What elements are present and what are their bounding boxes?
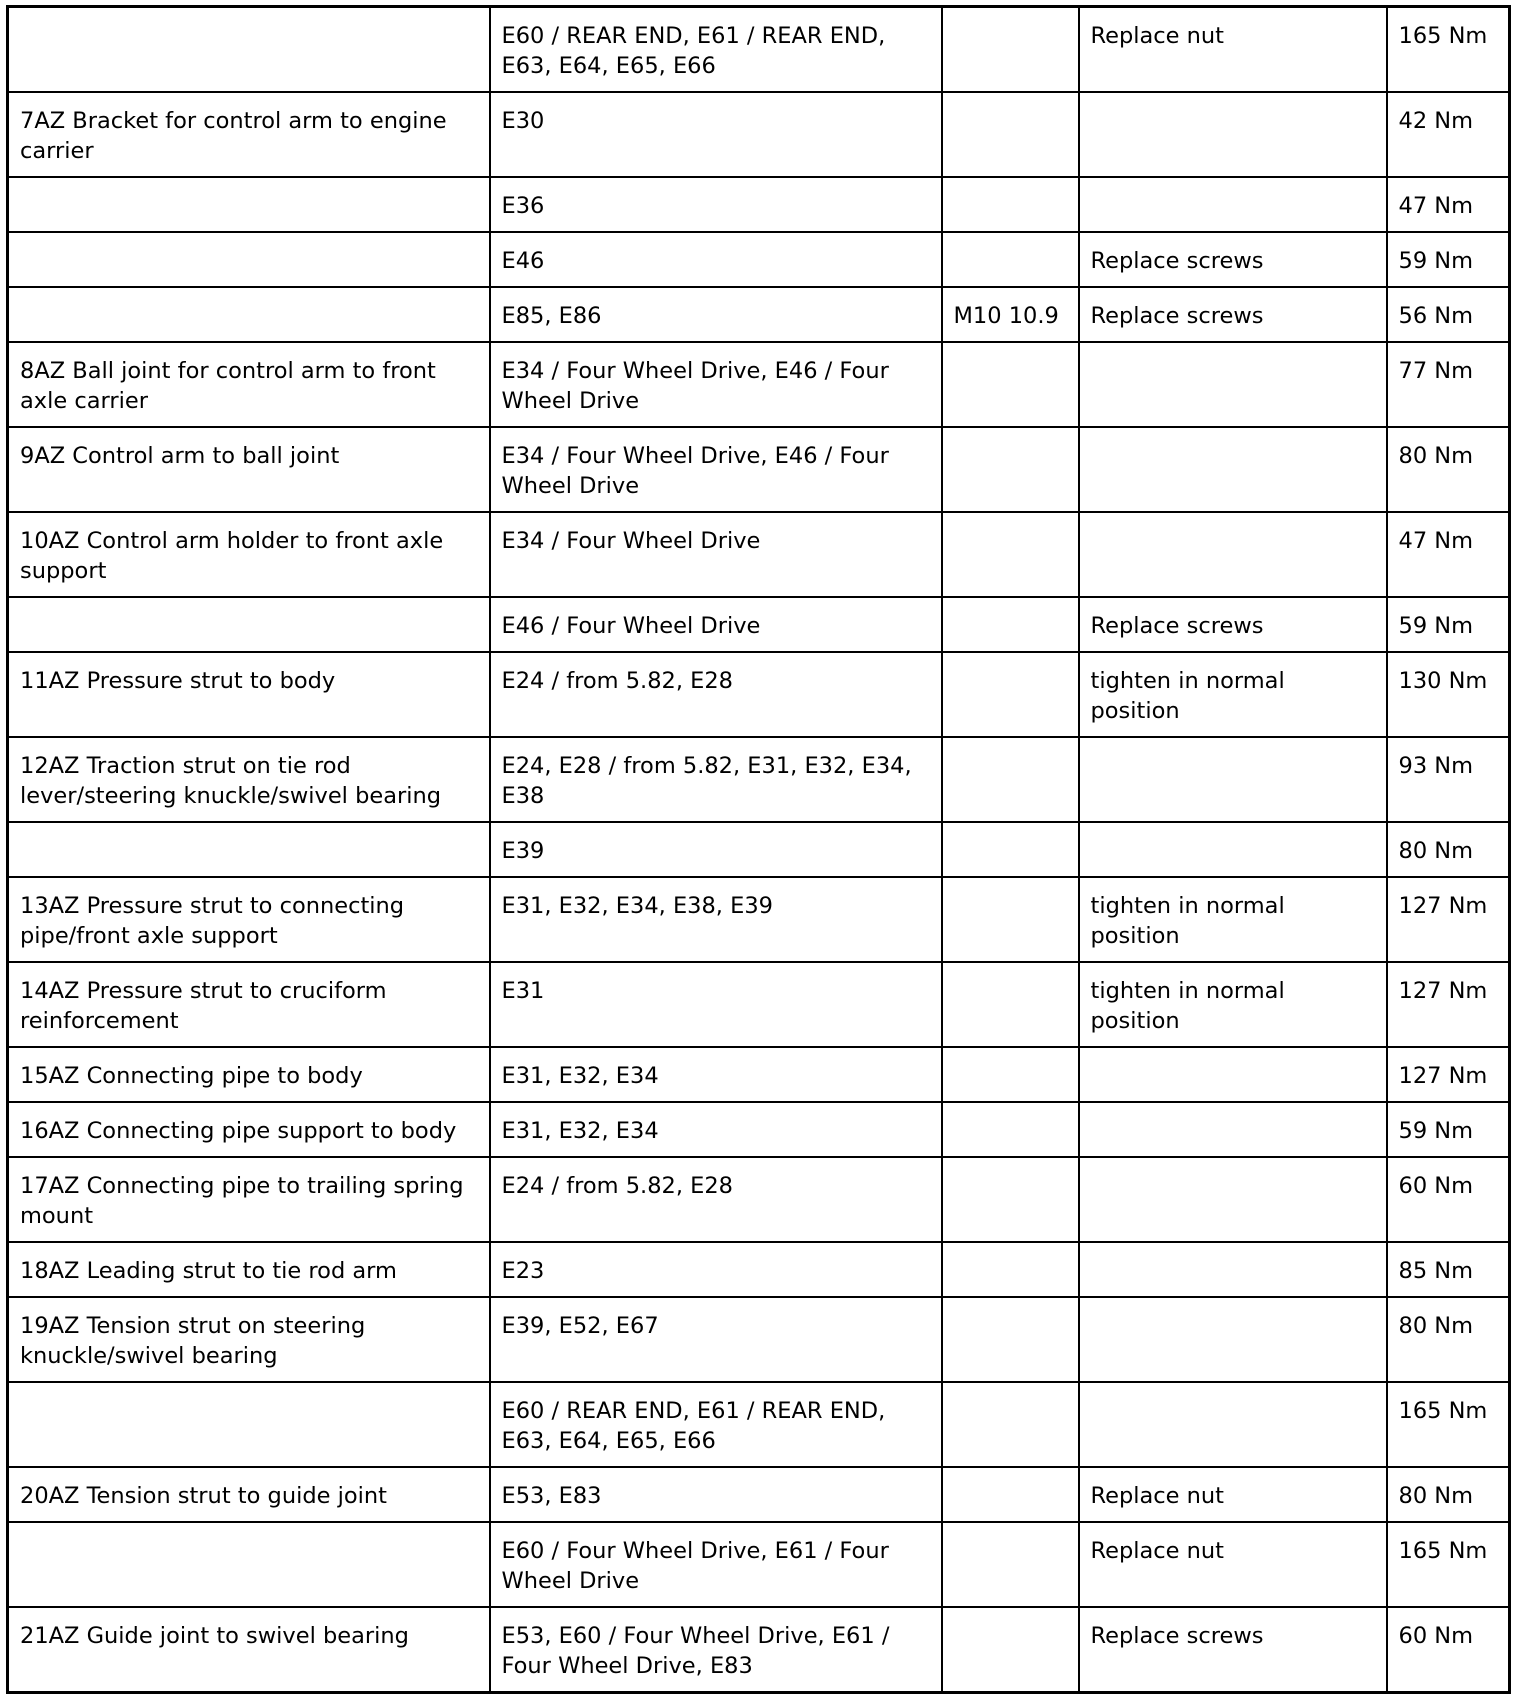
- model-cell: E24, E28 / from 5.82, E31, E32, E34, E38: [490, 737, 942, 822]
- component-cell: 20AZ Tension strut to guide joint: [8, 1467, 490, 1522]
- component-cell: 19AZ Tension strut on steering knuckle/swivel bearing: [8, 1297, 490, 1382]
- table-row: [8, 597, 1510, 652]
- torque-cell: 59 Nm: [1387, 232, 1510, 287]
- table-row: [8, 652, 1510, 737]
- note-cell: [1079, 512, 1387, 597]
- component-cell: 15AZ Connecting pipe to body: [8, 1047, 490, 1102]
- thread-cell: [942, 962, 1079, 1047]
- thread-cell: [942, 177, 1079, 232]
- thread-cell: [942, 652, 1079, 737]
- table-row: [8, 92, 1510, 177]
- component-cell: 18AZ Leading strut to tie rod arm: [8, 1242, 490, 1297]
- component-cell: 12AZ Traction strut on tie rod lever/steering knuckle/swivel bearing: [8, 737, 490, 822]
- note-cell: tighten in normal position: [1079, 877, 1387, 962]
- torque-cell: 47 Nm: [1387, 512, 1510, 597]
- table-row: [8, 962, 1510, 1047]
- thread-cell: [942, 1467, 1079, 1522]
- model-cell: E46: [490, 232, 942, 287]
- model-cell: E85, E86: [490, 287, 942, 342]
- torque-cell: 165 Nm: [1387, 7, 1510, 93]
- model-cell: E39, E52, E67: [490, 1297, 942, 1382]
- thread-cell: [942, 597, 1079, 652]
- model-cell: E60 / REAR END, E61 / REAR END, E63, E64, E65, E66: [490, 7, 942, 93]
- torque-cell: 130 Nm: [1387, 652, 1510, 737]
- note-cell: [1079, 822, 1387, 877]
- thread-cell: [942, 1242, 1079, 1297]
- note-cell: Replace screws: [1079, 287, 1387, 342]
- thread-cell: [942, 92, 1079, 177]
- torque-cell: 42 Nm: [1387, 92, 1510, 177]
- torque-cell: 165 Nm: [1387, 1522, 1510, 1607]
- note-cell: Replace nut: [1079, 1467, 1387, 1522]
- table-row: [8, 1102, 1510, 1157]
- note-cell: [1079, 427, 1387, 512]
- component-cell: 10AZ Control arm holder to front axle support: [8, 512, 490, 597]
- torque-cell: 56 Nm: [1387, 287, 1510, 342]
- torque-cell: 127 Nm: [1387, 1047, 1510, 1102]
- note-cell: [1079, 1297, 1387, 1382]
- table-row: [8, 1047, 1510, 1102]
- table-row: [8, 342, 1510, 427]
- thread-cell: [942, 1382, 1079, 1467]
- model-cell: E46 / Four Wheel Drive: [490, 597, 942, 652]
- note-cell: Replace screws: [1079, 232, 1387, 287]
- table-row: [8, 1297, 1510, 1382]
- model-cell: E24 / from 5.82, E28: [490, 652, 942, 737]
- component-cell: [8, 177, 490, 232]
- torque-cell: 59 Nm: [1387, 1102, 1510, 1157]
- model-cell: E24 / from 5.82, E28: [490, 1157, 942, 1242]
- table-row: [8, 287, 1510, 342]
- thread-cell: [942, 7, 1079, 93]
- torque-cell: 47 Nm: [1387, 177, 1510, 232]
- thread-cell: [942, 1522, 1079, 1607]
- component-cell: [8, 822, 490, 877]
- thread-cell: [942, 737, 1079, 822]
- table-row: [8, 1382, 1510, 1467]
- component-cell: [8, 597, 490, 652]
- note-cell: [1079, 1102, 1387, 1157]
- component-cell: [8, 7, 490, 93]
- note-cell: [1079, 1242, 1387, 1297]
- component-cell: 9AZ Control arm to ball joint: [8, 427, 490, 512]
- note-cell: [1079, 342, 1387, 427]
- torque-cell: 165 Nm: [1387, 1382, 1510, 1467]
- thread-cell: [942, 232, 1079, 287]
- table-row: [8, 1467, 1510, 1522]
- note-cell: [1079, 1157, 1387, 1242]
- torque-cell: 80 Nm: [1387, 427, 1510, 512]
- table-row: [8, 177, 1510, 232]
- component-cell: 21AZ Guide joint to swivel bearing: [8, 1607, 490, 1693]
- note-cell: tighten in normal position: [1079, 962, 1387, 1047]
- table-row: [8, 877, 1510, 962]
- component-cell: [8, 1522, 490, 1607]
- note-cell: [1079, 177, 1387, 232]
- component-cell: 8AZ Ball joint for control arm to front axle carrier: [8, 342, 490, 427]
- torque-cell: 80 Nm: [1387, 822, 1510, 877]
- thread-cell: [942, 877, 1079, 962]
- component-cell: [8, 1382, 490, 1467]
- note-cell: tighten in normal position: [1079, 652, 1387, 737]
- model-cell: E34 / Four Wheel Drive: [490, 512, 942, 597]
- model-cell: E36: [490, 177, 942, 232]
- model-cell: E60 / Four Wheel Drive, E61 / Four Wheel Drive: [490, 1522, 942, 1607]
- table-body: [8, 7, 1510, 1693]
- model-cell: E31, E32, E34: [490, 1102, 942, 1157]
- note-cell: [1079, 737, 1387, 822]
- torque-cell: 60 Nm: [1387, 1157, 1510, 1242]
- note-cell: [1079, 92, 1387, 177]
- thread-cell: M10 10.9: [942, 287, 1079, 342]
- table-row: [8, 232, 1510, 287]
- torque-cell: 127 Nm: [1387, 962, 1510, 1047]
- thread-cell: [942, 1607, 1079, 1693]
- component-cell: 16AZ Connecting pipe support to body: [8, 1102, 490, 1157]
- model-cell: E34 / Four Wheel Drive, E46 / Four Wheel Drive: [490, 342, 942, 427]
- model-cell: E31: [490, 962, 942, 1047]
- model-cell: E34 / Four Wheel Drive, E46 / Four Wheel Drive: [490, 427, 942, 512]
- table-row: [8, 1522, 1510, 1607]
- note-cell: [1079, 1382, 1387, 1467]
- thread-cell: [942, 512, 1079, 597]
- component-cell: 11AZ Pressure strut to body: [8, 652, 490, 737]
- torque-cell: 80 Nm: [1387, 1297, 1510, 1382]
- torque-cell: 59 Nm: [1387, 597, 1510, 652]
- component-cell: [8, 232, 490, 287]
- note-cell: Replace nut: [1079, 1522, 1387, 1607]
- note-cell: Replace screws: [1079, 1607, 1387, 1693]
- model-cell: E60 / REAR END, E61 / REAR END, E63, E64, E65, E66: [490, 1382, 942, 1467]
- table-row: [8, 822, 1510, 877]
- thread-cell: [942, 1157, 1079, 1242]
- torque-cell: 77 Nm: [1387, 342, 1510, 427]
- note-cell: Replace nut: [1079, 7, 1387, 93]
- component-cell: 13AZ Pressure strut to connecting pipe/front axle support: [8, 877, 490, 962]
- table-row: [8, 1242, 1510, 1297]
- thread-cell: [942, 822, 1079, 877]
- model-cell: E23: [490, 1242, 942, 1297]
- model-cell: E39: [490, 822, 942, 877]
- table-row: [8, 427, 1510, 512]
- thread-cell: [942, 1297, 1079, 1382]
- component-cell: 14AZ Pressure strut to cruciform reinforcement: [8, 962, 490, 1047]
- note-cell: [1079, 1047, 1387, 1102]
- component-cell: [8, 287, 490, 342]
- torque-cell: 127 Nm: [1387, 877, 1510, 962]
- thread-cell: [942, 1102, 1079, 1157]
- table-row: [8, 512, 1510, 597]
- model-cell: E53, E83: [490, 1467, 942, 1522]
- torque-spec-table: [6, 5, 1511, 1694]
- component-cell: 7AZ Bracket for control arm to engine carrier: [8, 92, 490, 177]
- torque-cell: 80 Nm: [1387, 1467, 1510, 1522]
- table-row: [8, 1607, 1510, 1693]
- table-row: [8, 7, 1510, 93]
- model-cell: E31, E32, E34, E38, E39: [490, 877, 942, 962]
- table-row: [8, 1157, 1510, 1242]
- model-cell: E31, E32, E34: [490, 1047, 942, 1102]
- thread-cell: [942, 1047, 1079, 1102]
- model-cell: E30: [490, 92, 942, 177]
- model-cell: E53, E60 / Four Wheel Drive, E61 / Four Wheel Drive, E83: [490, 1607, 942, 1693]
- note-cell: Replace screws: [1079, 597, 1387, 652]
- thread-cell: [942, 427, 1079, 512]
- torque-cell: 85 Nm: [1387, 1242, 1510, 1297]
- torque-cell: 60 Nm: [1387, 1607, 1510, 1693]
- thread-cell: [942, 342, 1079, 427]
- torque-cell: 93 Nm: [1387, 737, 1510, 822]
- table-row: [8, 737, 1510, 822]
- component-cell: 17AZ Connecting pipe to trailing spring mount: [8, 1157, 490, 1242]
